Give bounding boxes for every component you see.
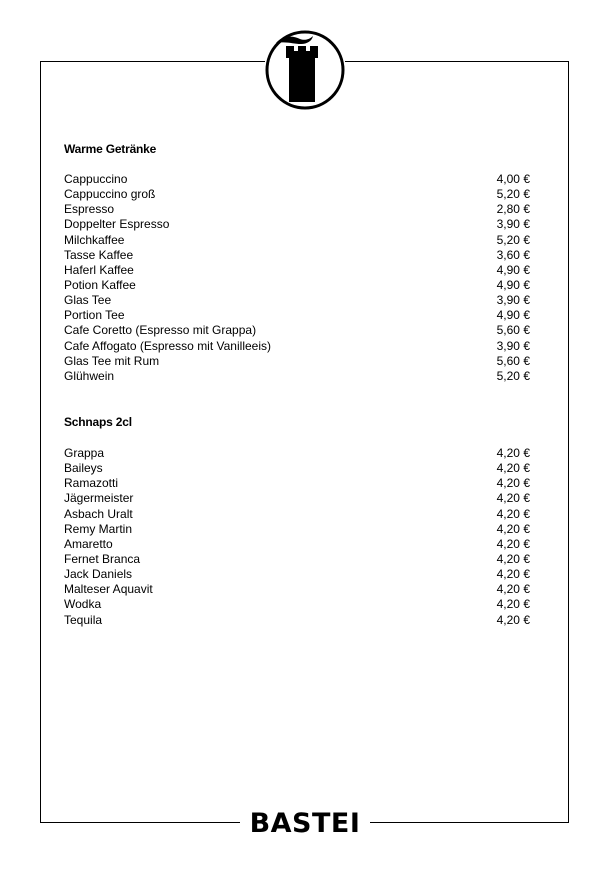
item-name: Amaretto (64, 536, 113, 551)
item-name: Grappa (64, 446, 105, 460)
item-price: 4,20 € (496, 446, 530, 460)
item-name: Espresso (64, 202, 115, 217)
brand-wordmark: BASTEI (240, 806, 370, 842)
item-price: 4,20 € (496, 582, 530, 597)
menu-item (64, 187, 530, 202)
menu-item (64, 233, 530, 248)
item-name: Milchkaffee (64, 232, 125, 247)
menu-item (64, 217, 530, 232)
menu-item (64, 263, 530, 278)
item-price: 4,20 € (496, 521, 530, 536)
item-name: Asbach Uralt (64, 506, 133, 521)
item-name: Glühwein (64, 368, 115, 383)
item-price: 3,60 € (496, 247, 530, 262)
item-price: 5,20 € (496, 187, 530, 202)
menu-item (64, 339, 530, 354)
menu-item (64, 613, 530, 628)
item-price: 4,90 € (496, 262, 530, 277)
item-name: Baileys (64, 461, 103, 476)
item-name: Remy Martin (64, 521, 133, 536)
menu-item (64, 537, 530, 552)
menu-item (64, 552, 530, 567)
item-price: 4,20 € (496, 551, 530, 566)
item-price: 4,20 € (496, 597, 530, 612)
item-price: 2,80 € (496, 202, 530, 217)
item-name: Tequila (64, 612, 103, 627)
item-price: 4,20 € (496, 612, 530, 627)
item-name: Doppelter Espresso (64, 217, 170, 232)
item-name: Cappuccino (64, 172, 128, 186)
item-price: 4,00 € (496, 172, 530, 186)
item-name: Glas Tee mit Rum (64, 353, 160, 368)
item-name: Glas Tee (64, 293, 112, 308)
item-name: Cappuccino groß (64, 187, 156, 202)
section-title-schnaps: Schnaps 2cl (64, 415, 132, 429)
item-price: 4,20 € (496, 567, 530, 582)
section-title-warm-drinks: Warme Getränke (64, 142, 157, 156)
menu-item (64, 293, 530, 308)
item-price: 5,20 € (496, 368, 530, 383)
item-price: 3,90 € (496, 293, 530, 308)
item-price: 4,20 € (496, 506, 530, 521)
item-price: 4,90 € (496, 277, 530, 292)
item-name: Cafe Coretto (Espresso mit Grappa) (64, 323, 257, 338)
menu-item (64, 491, 530, 506)
castle-tower-icon (265, 30, 345, 110)
item-name: Fernet Branca (64, 551, 141, 566)
item-name: Malteser Aquavit (64, 582, 153, 597)
warm-drinks-list (64, 172, 530, 384)
menu-item (64, 476, 530, 491)
menu-item (64, 278, 530, 293)
item-price: 4,20 € (496, 536, 530, 551)
item-name: Jägermeister (64, 491, 134, 506)
item-name: Cafe Affogato (Espresso mit Vanilleeis) (64, 338, 271, 353)
item-price: 5,60 € (496, 323, 530, 338)
menu-item (64, 461, 530, 476)
menu-item (64, 172, 530, 187)
menu-item (64, 522, 530, 537)
item-price: 4,20 € (496, 491, 530, 506)
menu-item (64, 369, 530, 384)
item-price: 5,20 € (496, 232, 530, 247)
menu-item (64, 507, 530, 522)
item-name: Potion Kaffee (64, 277, 136, 292)
item-name: Wodka (64, 597, 102, 612)
menu-item (64, 248, 530, 263)
item-price: 4,20 € (496, 461, 530, 476)
item-price: 4,90 € (496, 308, 530, 323)
menu-item (64, 582, 530, 597)
menu-item (64, 308, 530, 323)
item-name: Jack Daniels (64, 567, 133, 582)
item-name: Haferl Kaffee (64, 262, 134, 277)
item-name: Tasse Kaffee (64, 247, 134, 262)
item-price: 3,90 € (496, 338, 530, 353)
menu-item (64, 446, 530, 461)
menu-item (64, 323, 530, 338)
item-name: Ramazotti (64, 476, 119, 491)
item-price: 3,90 € (496, 217, 530, 232)
menu-item (64, 202, 530, 217)
item-price: 4,20 € (496, 476, 530, 491)
schnaps-list (64, 446, 530, 628)
menu-item (64, 567, 530, 582)
item-name: Portion Tee (64, 308, 125, 323)
item-price: 5,60 € (496, 353, 530, 368)
menu-item (64, 597, 530, 612)
menu-item (64, 354, 530, 369)
